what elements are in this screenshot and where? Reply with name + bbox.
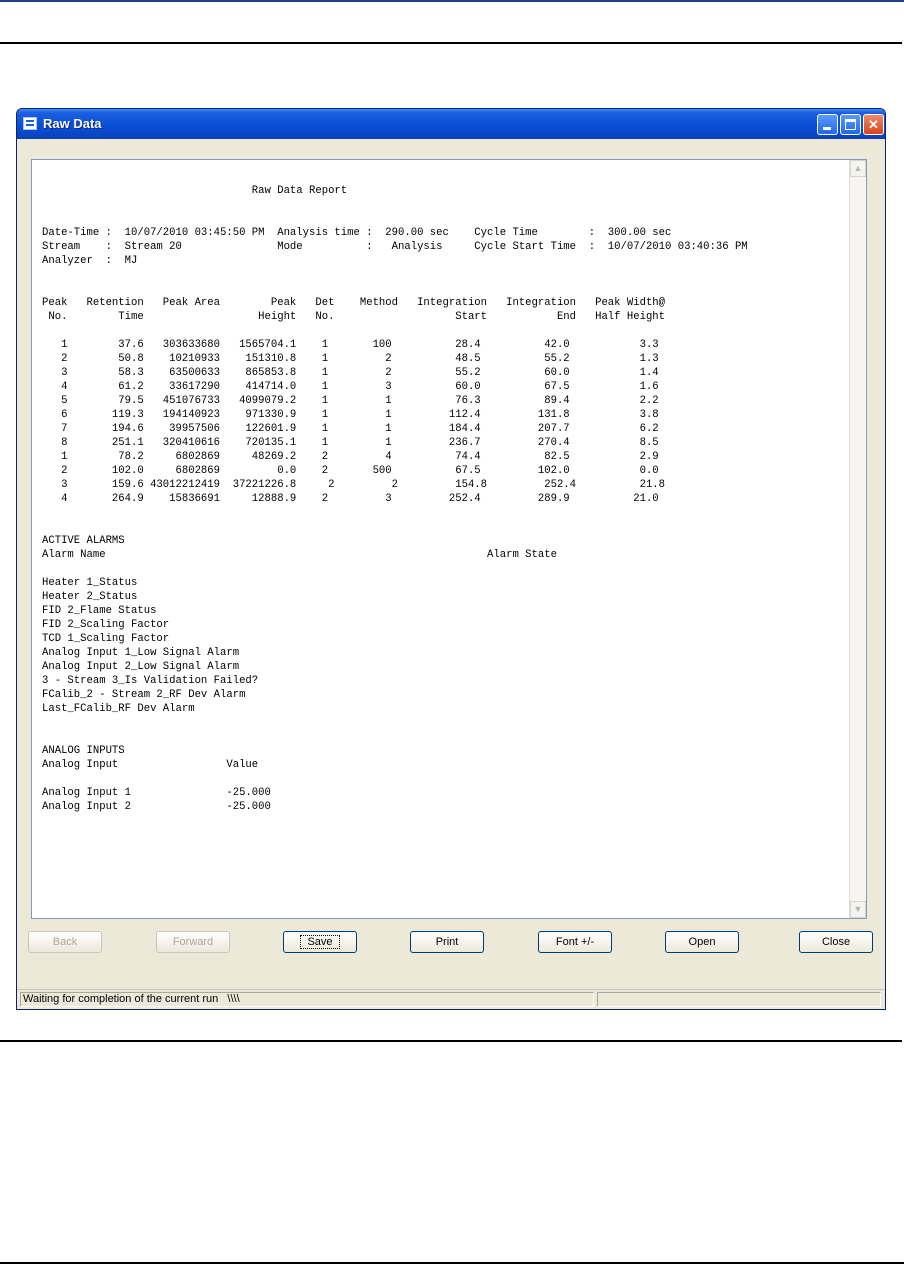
report-line: Alarm Name Alarm State xyxy=(42,549,557,561)
open-button-label: Open xyxy=(688,936,716,948)
report-line: Analog Input Value xyxy=(42,759,259,771)
close-button[interactable] xyxy=(799,931,873,953)
report-scrollbar[interactable] xyxy=(849,160,866,918)
status-text: Waiting for completion of the current run \\\\ xyxy=(20,992,594,1007)
report-line xyxy=(42,716,848,730)
report-line: 2 50.8 10210933 151310.8 1 2 48.5 55.2 1.3 xyxy=(42,353,659,365)
report-line: Analog Input 1 -25.000 xyxy=(42,787,271,799)
report-line xyxy=(42,730,848,744)
report-line xyxy=(42,198,848,212)
report-line: 1 37.6 303633680 1565704.1 1 100 28.4 42.0 3.3 xyxy=(42,339,659,351)
report-line xyxy=(42,212,848,226)
report-line xyxy=(42,282,848,296)
report-line: 5 79.5 451076733 4099079.2 1 1 76.3 89.4 2.2 xyxy=(42,395,659,407)
report-line: Raw Data Report xyxy=(42,185,348,197)
back-button[interactable] xyxy=(28,931,102,953)
report-line xyxy=(42,506,848,520)
close-window-button[interactable] xyxy=(863,114,884,135)
report-line: 1 78.2 6802869 48269.2 2 4 74.4 82.5 2.9 xyxy=(42,451,659,463)
report-line: 4 61.2 33617290 414714.0 1 3 60.0 67.5 1.6 xyxy=(42,381,659,393)
report-line xyxy=(42,520,848,534)
save-button[interactable] xyxy=(283,931,357,953)
report-line: Analog Input 2 -25.000 xyxy=(42,801,271,813)
close-button-label: Close xyxy=(821,936,851,948)
back-button-label: Back xyxy=(52,936,78,948)
report-line: 7 194.6 39957506 122601.9 1 1 184.4 207.7 6.2 xyxy=(42,423,659,435)
scroll-down-arrow-icon[interactable]: ▼ xyxy=(850,901,866,918)
report-line xyxy=(42,562,848,576)
report-text xyxy=(42,170,848,814)
report-line: Heater 2_Status xyxy=(42,591,138,603)
scroll-up-arrow-icon[interactable]: ▲ xyxy=(850,160,866,177)
open-button[interactable] xyxy=(665,931,739,953)
maximize-icon xyxy=(845,119,856,130)
page-footer-rule xyxy=(0,1040,902,1042)
raw-data-report[interactable] xyxy=(31,159,867,919)
report-line: 2 102.0 6802869 0.0 2 500 67.5 102.0 0.0 xyxy=(42,465,659,477)
report-line: 4 264.9 15836691 12888.9 2 3 252.4 289.9 21.0 xyxy=(42,493,659,505)
minimize-button[interactable] xyxy=(817,114,838,135)
page-top-rule xyxy=(0,0,904,2)
print-button[interactable] xyxy=(410,931,484,953)
report-line: FID 2_Flame Status xyxy=(42,605,157,617)
font-size-button[interactable] xyxy=(538,931,612,953)
report-line: 3 159.6 43012212419 37221226.8 2 2 154.8 252.4 21.8 xyxy=(42,479,666,491)
report-line: 6 119.3 194140923 971330.9 1 1 112.4 131.8 3.8 xyxy=(42,409,659,421)
window-title: Raw Data xyxy=(43,116,102,131)
report-line: Analyzer : MJ xyxy=(42,255,138,267)
raw-data-window xyxy=(16,108,886,1010)
page-header-rule xyxy=(0,42,902,44)
report-line xyxy=(42,268,848,282)
close-icon: ✕ xyxy=(868,117,879,132)
font-size-button-label: Font +/- xyxy=(555,936,595,948)
maximize-button[interactable] xyxy=(840,114,861,135)
report-line: Heater 1_Status xyxy=(42,577,138,589)
forward-button[interactable] xyxy=(156,931,230,953)
status-pane-secondary xyxy=(597,992,881,1007)
report-line: 3 58.3 63500633 865853.8 1 2 55.2 60.0 1.4 xyxy=(42,367,659,379)
report-line: 8 251.1 320410616 720135.1 1 1 236.7 270.4 8.5 xyxy=(42,437,659,449)
window-app-icon xyxy=(23,117,37,130)
report-line: No. Time Height No. Start End Half Height xyxy=(42,311,666,323)
report-line xyxy=(42,170,848,184)
report-line: FID 2_Scaling Factor xyxy=(42,619,170,631)
minimize-icon xyxy=(823,127,831,130)
forward-button-label: Forward xyxy=(172,936,214,948)
report-line: Analog Input 2_Low Signal Alarm xyxy=(42,661,240,673)
report-line: Analog Input 1_Low Signal Alarm xyxy=(42,647,240,659)
status-bar xyxy=(17,989,885,1009)
save-button-label: Save xyxy=(301,936,338,948)
report-line: TCD 1_Scaling Factor xyxy=(42,633,170,645)
print-button-label: Print xyxy=(435,936,459,948)
report-line xyxy=(42,772,848,786)
report-line xyxy=(42,324,848,338)
report-line: Peak Retention Peak Area Peak Det Method Integration Integration Peak Width@ xyxy=(42,297,666,309)
report-line: Stream : Stream 20 Mode : Analysis Cycle Start Time : 10/07/2010 03:40:36 PM xyxy=(42,241,748,253)
report-line: ACTIVE ALARMS xyxy=(42,535,125,547)
report-line: FCalib_2 - Stream 2_RF Dev Alarm xyxy=(42,689,246,701)
report-line: ANALOG INPUTS xyxy=(42,745,125,757)
report-line: Date-Time : 10/07/2010 03:45:50 PM Analysis time : 290.00 sec Cycle Time : 300.00 sec xyxy=(42,227,672,239)
report-line: 3 - Stream 3_Is Validation Failed? xyxy=(42,675,259,687)
report-line: Last_FCalib_RF Dev Alarm xyxy=(42,703,195,715)
title-bar[interactable] xyxy=(17,109,885,139)
